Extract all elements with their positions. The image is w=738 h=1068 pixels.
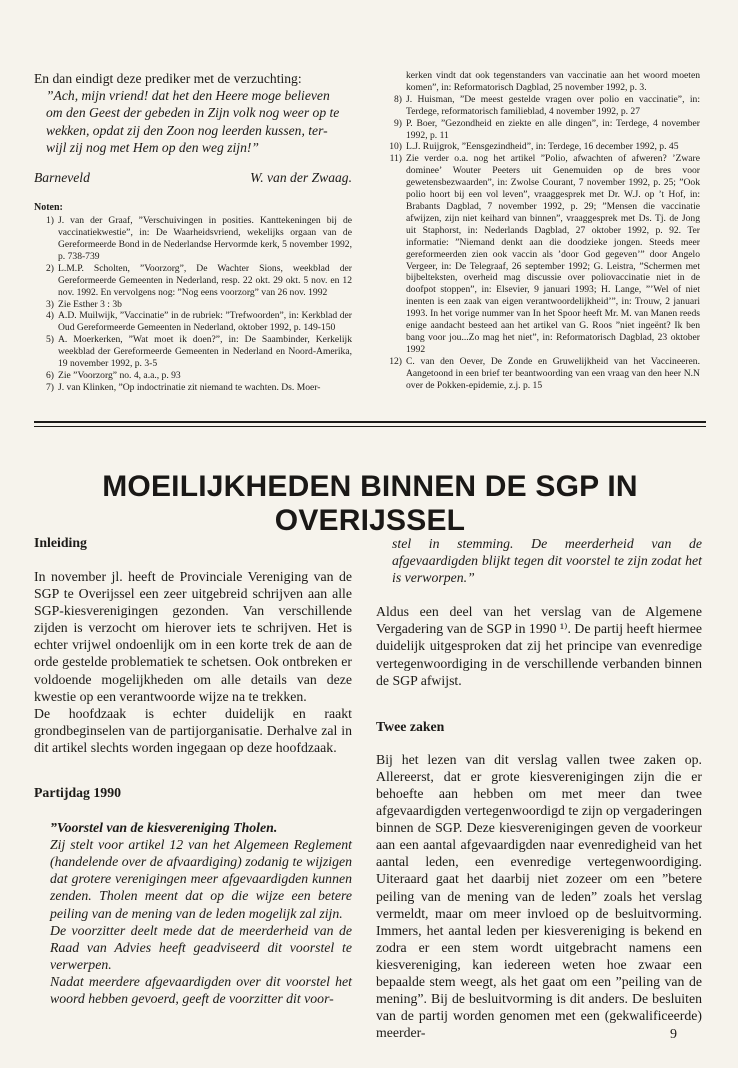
paragraph: Bij het lezen van dit verslag vallen twee zaken op. Allereerst, dat er grote kiesverenigingen zijn die er behoefte aan hebben om met meer dan twee afgevaardigden vertegenwoordigd te zijn op vergaderingen binnen de SGP. Deze kiesverenigingen geven de voorkeur aan een aantal afgevaardigden naar evenredigheid van het aantal leden, een evenredige vertegenwoordiging. Uiteraard gaat het daarbij niet zozeer om een ”betere peiling van de mening van de leden” zoals het verslag vermeldt, maar om meer invloed op de besluitvorming. Immers, het aantal leden per kiesvereniging is bekend en zodra er een stem wordt uitgebracht namens een kiesvereniging, kan iedereen weten hoe zwaar een bepaalde stem weegt, als het gaat om een ”peiling van de mening”. Bij de besluitvorming is dit anders. De besluiten van de partij worden genomen met een (gekwalificeerde) meerder- [376,751,702,1041]
closing-quote [34,87,352,156]
place: Barneveld [34,170,90,186]
author: W. van der Zwaag. [250,170,352,186]
footnote-number: 9) [394,117,402,129]
footnote [34,310,352,334]
paragraph: De hoofdzaak is echter duidelijk en raakt grondbeginselen van de partijorganisatie. Derhalve zal in dit artikel slechts worden ingegaan op deze hoofdzaak. [34,705,352,755]
footnote [382,94,700,118]
page-number: 9 [670,1027,677,1042]
notes-heading: Noten: [34,202,63,214]
footnote-number: 5) [46,334,54,346]
quote-paragraph: De voorzitter deelt mede dat de meerderheid van de Raad van Advies heeft geadviseerd dit voorstel te verwerpen. [50,922,352,972]
footnote [34,334,352,370]
footnote-text: J. van der Graaf, ”Verschuivingen in posities. Kanttekeningen bij de vaccinatiekwestie”, in: De Waarheidsvriend, wekelijks orgaan van de Gereformeerde Bond in de Nederlandse Hervormde kerk, 5 november 1992, p. 738-739 [58,215,352,262]
footnote-number: 1) [46,215,54,227]
note-continuation: kerken vindt dat ook tegenstanders van vaccinatie aan het woord moeten komen”, in: Reformatorisch Dagblad, 25 november 1992, p. 3. [406,70,700,93]
heading-twee-zaken: Twee zaken [376,718,445,734]
quote-continuation: stel in stemming. De meerderheid van de afgevaardigden blijkt tegen dit voorstel te zijn zodat het is verworpen.” [392,536,702,586]
footnote [34,299,352,311]
quote-line: om den Geest der gebeden in Zijn volk nog weer op te [46,105,340,121]
heading-inleiding: Inleiding [34,535,87,550]
footnote-text: Zie ”Voorzorg” no. 4, a.a., p. 93 [58,369,181,381]
notes-list-right [382,94,700,392]
double-rule [34,421,706,427]
footnote-number: 10) [389,141,402,153]
quote-paragraph: Zij stelt voor artikel 12 van het Algemeen Reglement (handelende over de afvaardiging) zodanig te wijzigen dat grotere verenigingen meer afgevaardigden kunnen zenden. Tholen meent dat op die wijze een betere peiling van de mening van de leden mogelijk zal zijn. [50,837,352,921]
footnote-text: Zie Esther 3 : 3b [58,298,122,310]
heading-partijdag: Partijdag 1990 [34,785,121,801]
footnote [382,141,700,153]
article-left-column [34,535,352,1007]
quote-line: wijl zij nog met Hem op den weg zijn!” [46,139,259,155]
quote-line: ”Ach, mijn vriend! dat het den Heere moge believen [46,88,330,103]
footnote-number: 2) [46,262,54,274]
footnote-number: 3) [46,298,54,310]
paragraph: In november jl. heeft de Provinciale Vereniging van de SGP te Overijssel een zeer uitgebreid schrijven aan alle SGP-kiesverenigingen gezonden. Van verschillende zijden is verzocht om hierover iets te schrijven. Het is echter vrijwel ondoenlijk om in een korte trek de aan de orde gestelde problematiek te schetsen. Ook ontbreken er voldoende mogelijkheden om alle details van deze kwestie op een verantwoorde wijze na te trekken. [34,569,352,704]
footnote-text: A.D. Muilwijk, ”Vaccinatie” in de rubriek: ”Trefwoorden”, in: Kerkblad der Oud Gereformeerde Gemeenten in Nederland, oktober 1992, p. 149-150 [58,310,352,334]
paragraph: Aldus een deel van het verslag van de Algemene Vergadering van de SGP in 1990 ¹⁾. De partij heeft hiermee duidelijk uitgesproken dat zij het principe van evenredige vertegenwoordiging in de verschillende verbanden binnen de SGP afwijst. [376,604,702,688]
top-left-column [34,70,352,394]
footnote-number: 11) [389,153,402,165]
footnote-text: P. Boer, ”Gezondheid en ziekte en alle dingen”, in: Terdege, 4 november 1992, p. 11 [406,117,700,141]
footnote [382,118,700,142]
footnote-text: L.J. Ruijgrok, ”Eensgezindheid”, in: Terdege, 16 december 1992, p. 45 [406,141,679,153]
signature [34,170,352,186]
quote-line: wekken, opdat zij den Zoon nog leerden kussen, ter- [46,122,328,138]
footnote-number: 6) [46,369,54,381]
footnote-text: A. Moerkerken, ”Wat moet ik doen?”, in: De Saambinder, Kerkelijk weekblad der Gereformeerde Gemeenten in Nederland en Noord-Amerika, 19 november 1992, p. 3-5 [58,334,352,370]
footnote [34,263,352,299]
footnote-number: 7) [46,381,54,393]
footnote [34,370,352,382]
footnote [34,382,352,394]
top-right-column [382,70,700,391]
quote-title: ”Voorstel van de kiesvereniging Tholen. [50,820,278,836]
footnote [34,215,352,263]
footnote-text: Zie verder o.a. nog het artikel ”Polio, afwachten of afweren? ’Zware dominee’ Wouter Peeters uit Genemuiden op de bres voor gewetensbezwaarden”, in: Zwolse Courant, 7 november 1992, p. 25; ”Ook polio hoort bij een vol leven”, vraaggesprek met Dr. W.J. op ’t Hof, in: Brabants Dagblad, 7 november 1992, p. 29; ”Mensen die vaccinatie afwijzen, zijn niet keihard van binnen”, vraaggesprek met Ds. Tj. de Jong uit Staphorst, in: Nederlands Dagblad, 27 oktober 1992, p. 92. Ter informatie: ”Niemand denkt aan die doodzieke jongen. Steeds meer gereformeerden zien ook vaccin als ’door God gegeven’” door Angelo Vergeer, in: De Telegraaf, 26 september 1992; G. Leistra, ”Schermen met bijbelteksten, overheid mag discussie over poliovaccinatie niet in de doofpot stoppen”, in: Elsevier, 9 januari 1993; H. Lange, ”’Wel of niet inenten is een zaak van eigen verantwoordelijkheid’”, in: Trouw, 2 januari 1993. In het vorige nummer van In het Spoor heeft Mr. M. van Manen reeds enige aandacht besteed aan het artikel van G. Roos ”niet ingeënt? Ik ben bang voor jou...Zo mag het niet”, in: Reformatorisch Dagblad, 23 oktober 1992 [406,153,700,355]
article-headline: MOEILIJKHEDEN BINNEN DE SGP IN OVERIJSSEL [102,470,638,537]
article-right-column [376,535,702,1041]
footnote-number: 8) [394,93,402,105]
intro-line: En dan eindigt deze prediker met de verzuchting: [34,71,302,86]
notes-list-left [34,215,352,394]
quote-paragraph: Nadat meerdere afgevaardigden over dit voorstel het woord hebben gevoerd, geeft de voorzitter dit voor- [50,973,352,1006]
footnote-text: J. van Klinken, ”Op indoctrinatie zit niemand te wachten. Ds. Moer- [58,381,321,393]
footnote-text: L.M.P. Scholten, ”Voorzorg”, De Wachter Sions, weekblad der Gereformeerde Gemeenten in Nederland, resp. 22 okt. 29 okt. 5 nov. en 12 nov. 1992. En vervolgens nog: ”Nog eens voorzorg” van 26 nov. 1992 [58,262,352,298]
footnote-number: 12) [389,355,402,367]
footnote-number: 4) [46,310,54,322]
footnote-text: C. van den Oever, De Zonde en Gruwelijkheid van het Vaccineeren. Aangetoond in een brief ter beantwoording van een vraag van den heer N.N over de Pokken-epidemie, z.j. p. 15 [406,355,700,391]
footnote [382,153,700,355]
footnote [382,356,700,392]
footnote-text: J. Huisman, ”De meest gestelde vragen over polio en vaccinatie”, in: Terdege, reformatorisch familieblad, 4 november 1992, p. 27 [406,93,700,117]
